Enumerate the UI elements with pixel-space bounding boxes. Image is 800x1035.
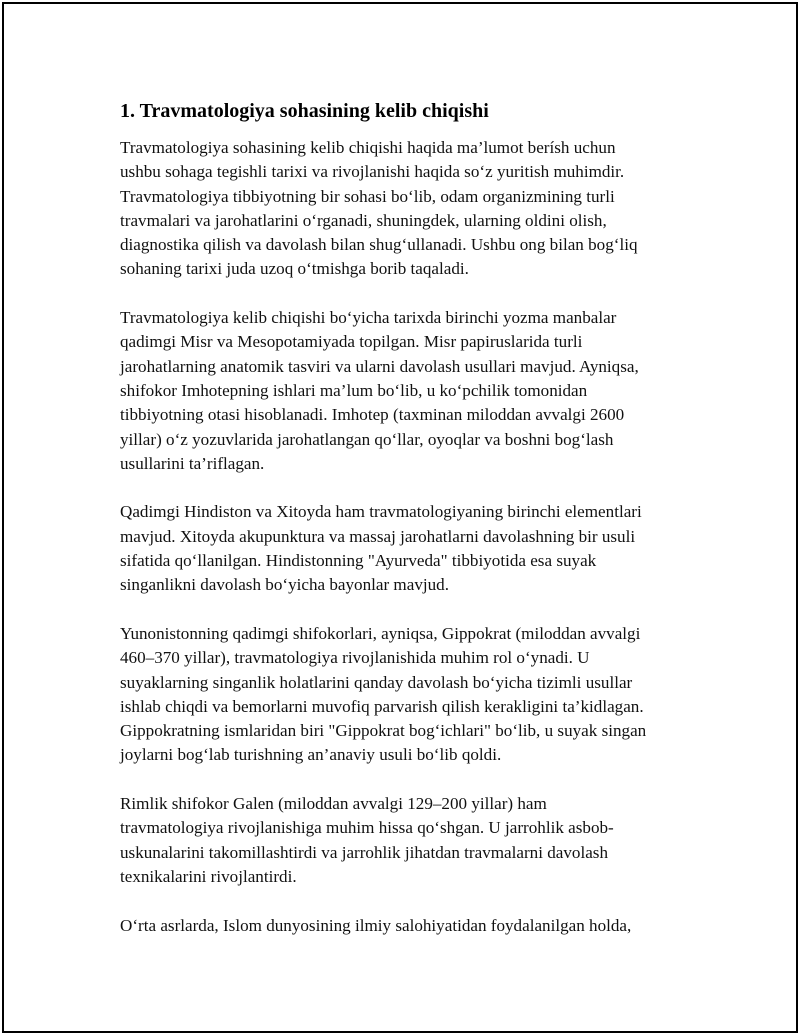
document-body (120, 98, 700, 962)
paragraph-greece-hippocrates: Yunonistonning qadimgi shifokorlari, ayniqsa, Gippokrat (miloddan avvalgi 460–370 yillar), travmatologiya rivojlanishida muhim rol o‘ynadi. U suyaklarning singanlik holatlarini qanday davolash bo‘yicha tizimli usullar ishlab chiqdi va bemorlarni muvofiq parvarish qilish kerakligini ta’kidlagan. Gippokratning ismlaridan biri "Gippokrat bog‘ichlari" bo‘lib, u suyak singan joylarni bog‘lab turishning an’anaviy usuli bo‘lib qoldi. (120, 623, 647, 765)
paragraph-origins-intro: Travmatologiya sohasining kelib chiqishi haqida ma’lumot berísh uchun ushbu sohaga tegishli tarixi va rivojlanishi haqida so‘z yuritish muhimdir. Travmatologiya tibbiyotning bir sohasi bo‘lib, odam organizmining turli travmalari va jarohatlarini o‘rganadi, shuningdek, ularning oldini olish, diagnostika qilish va davolash bilan shug‘ullanadi. Ushbu ong bilan bog‘liq sohaning tarixi juda uzoq o‘tmishga borib taqaladi. (120, 138, 638, 279)
paragraph-middle-ages: O‘rta asrlarda, Islom dunyosining ilmiy salohiyatidan foydalanilgan holda, (120, 915, 632, 935)
paragraph-india-china: Qadimgi Hindiston va Xitoyda ham travmatologiyaning birinchi elementlari mavjud. Xitoyda akupunktura va massaj jarohatlarni davolashning bir usuli sifatida qo‘llanilgan. Hindistonning "Ayurveda" tibbiyotida esa suyak singanlikni davolash bo‘yicha bayonlar mavjud. (120, 502, 642, 595)
paragraph-egypt-mesopotamia: Travmatologiya kelib chiqishi bo‘yicha tarixda birinchi yozma manbalar qadimgi Misr va Mesopotamiyada topilgan. Misr papiruslarida turli jarohatlarning anatomik tasviri va ularni davolash usullari mavjud. Ayniqsa, shifokor Imhotepning ishlari ma’lum bo‘lib, u ko‘pchilik tomonidan tibbiyotning otasi hisoblanadi. Imhotep (taxminan miloddan avvalgi 2600 yillar) o‘z yozuvlarida jarohatlangan qo‘llar, oyoqlar va boshni bog‘lash usullarini ta’riflagan. (120, 308, 639, 473)
document-page (2, 2, 798, 1033)
section-heading: 1. Travmatologiya sohasining kelib chiqishi (120, 100, 489, 122)
paragraph-rome-galen: Rimlik shifokor Galen (miloddan avvalgi 129–200 yillar) ham travmatologiya rivojlanishiga muhim hissa qo‘shgan. U jarrohlik asbob- uskunalarini takomillashtirdi va jarrohlik jihatdan travmalarni davolash texnikalarini rivojlantirdi. (120, 794, 614, 886)
